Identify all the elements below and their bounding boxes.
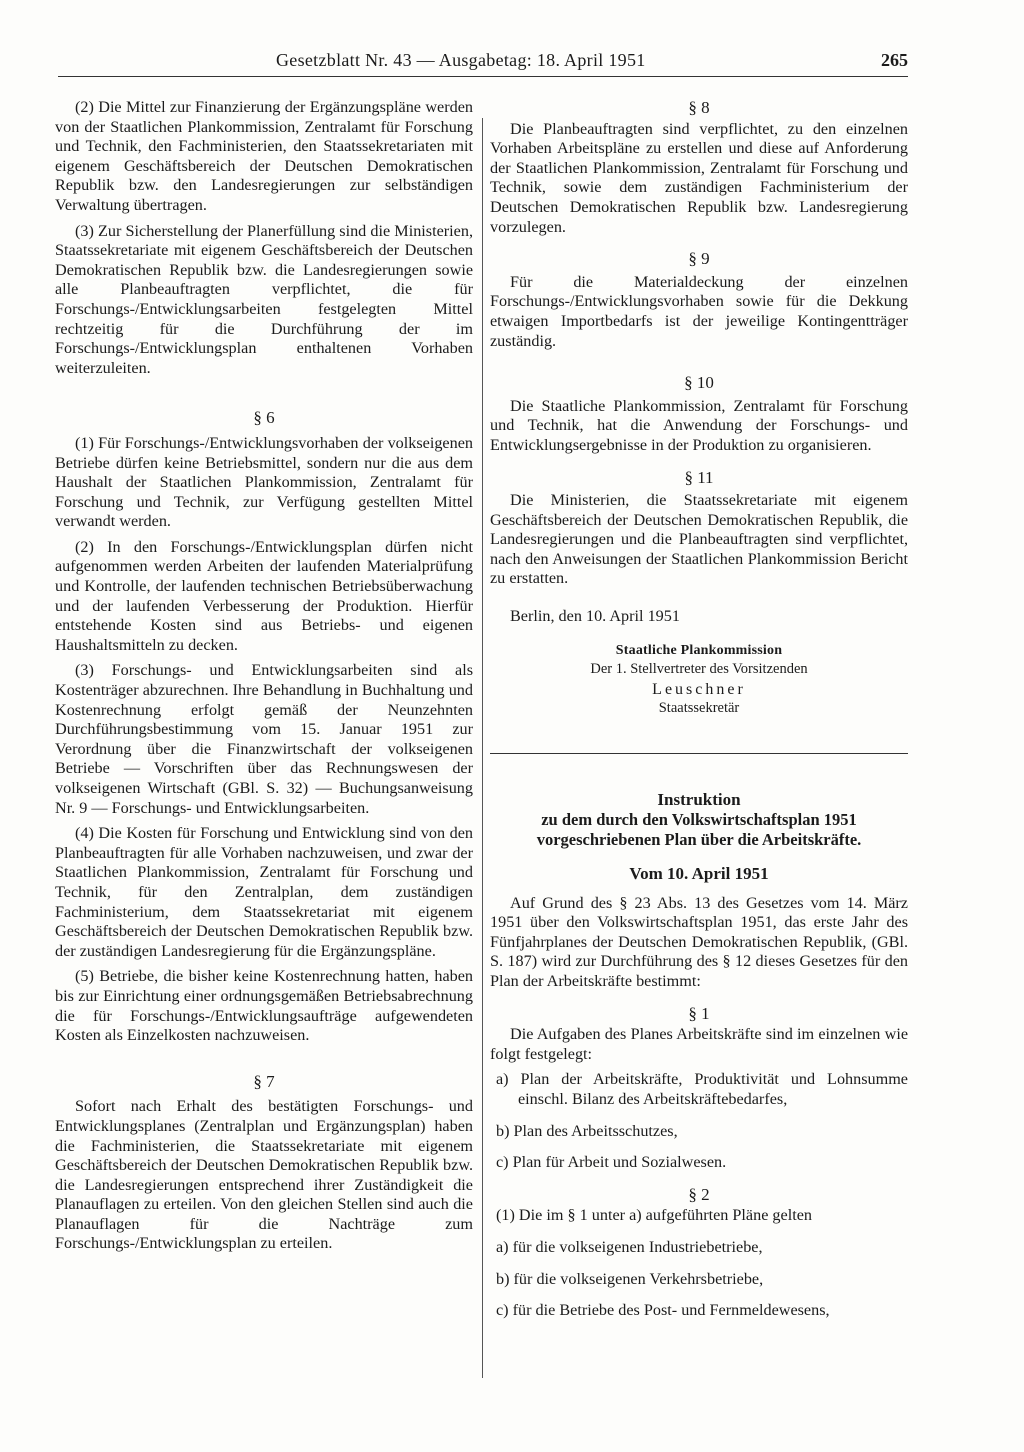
column-divider: [482, 118, 483, 1378]
section-heading-instr-1: § 1: [688, 1003, 710, 1023]
signature-block: [490, 641, 908, 719]
place-date: Berlin, den 10. April 1951: [510, 607, 680, 626]
instruction-heading: [490, 790, 908, 850]
header-title: Gesetzblatt Nr. 43 — Ausgabetag: 18. April 1951: [276, 50, 646, 70]
instruction-subtitle-line-1: zu dem durch den Volkswirtschaftsplan 1951: [541, 810, 857, 830]
section-separator: [490, 753, 908, 754]
list-item: a) Plan der Arbeitskräfte, Produktivität und Lohnsumme einschl. Bilanz des Arbeitskräftebedarfes,: [496, 1070, 908, 1108]
instruction-subtitle-line-2: vorgeschriebenen Plan über die Arbeitskräfte.: [536, 830, 862, 850]
paragraph-s6-5: (5) Betriebe, die bisher keine Kostenrechnung hatten, haben bis zur Einrichtung einer ordnungsgemäßen Betriebsabrechnung die für Forschungs-/Entwicklungsaufträge aufgewendeten Kosten als Einzelkosten nachzuweisen.: [55, 967, 473, 1045]
instruction-title: Instruktion: [657, 790, 741, 810]
paragraph-s5-3: (3) Zur Sicherstellung der Planerfüllung sind die Ministerien, Staatssekretariate mit eigenem Geschäftsbereich der Deutschen Demokratischen Republik bzw. die Landesregierungen sowie alle Planbeauftragten verpflichtet, die für Forschungs-/Entwicklungsarbeiten festgelegten Mittel rechtzeitig für die Durchführung der im Forschungs-/Entwicklungsplan enthaltenen Vorhaben weiterzuleiten.: [55, 221, 473, 377]
signature-title: Staatssekretär: [658, 700, 740, 717]
left-column: [55, 98, 473, 1254]
paragraph-instr-2: (1) Die im § 1 unter a) aufgeführten Pläne gelten: [496, 1206, 812, 1225]
section-heading-6: § 6: [253, 408, 275, 428]
paragraph-s6-4: (4) Die Kosten für Forschung und Entwicklung sind von den Planbeauftragten für alle Vorhaben nachzuweisen, und zwar der Staatlichen Plankommission, Zentralamt für Forschung und Technik, für den Zentralplan, dem zuständigen Fachministerium, dem Staatssekretariat mit eigenem Geschäftsbereich der Deutschen Demokratischen Republik bzw. der zuständigen Landesregierung für die Ergänzungspläne.: [55, 824, 473, 960]
signature-role: Der 1. Stellvertreter des Vorsitzenden: [590, 661, 808, 678]
section-heading-7: § 7: [253, 1071, 275, 1091]
paragraph-s11: Die Ministerien, die Staatssekretariate mit eigenem Geschäftsbereich der Deutschen Demokratischen Republik, die Landesregierungen und die Planbeauftragten sind verpflichtet, nach den Anweisungen der Staatlichen Plankommission Bericht zu erstatten.: [490, 491, 908, 588]
instruction-date: Vom 10. April 1951: [629, 864, 769, 884]
signature-organization: Staatliche Plankommission: [615, 642, 783, 658]
section-heading-instr-2: § 2: [688, 1184, 710, 1204]
paragraph-s6-3: (3) Forschungs- und Entwicklungsarbeiten sind als Kostenträger abzurechnen. Ihre Behandlung in Buchhaltung und Kostenrechnung erfolgt gemäß der Neunzehnten Durchführungsbestimmung vom 15. Januar 1951 zur Verordnung über die Finanzwirtschaft der volkseigenen Betriebe — Vorschriften über das Rechnungswesen der volkseigenen Wirtschaft (GBl. S. 32) — Buchungsanweisung Nr. 9 — Forschungs- und Entwicklungsarbeiten.: [55, 661, 473, 817]
paragraph-s6-1: (1) Für Forschungs-/Entwicklungsvorhaben der volkseigenen Betriebe dürfen keine Betriebsmittel, sondern nur die aus dem Haushalt der Staatlichen Plankommission, Zentralamt für Forschung und Technik, zur Verfügung gestellten Mittel verwandt werden.: [55, 433, 473, 531]
paragraph-s7: Sofort nach Erhalt des bestätigten Forschungs- und Entwicklungsplanes (Zentralplan und Ergänzungsplan) haben die Fachministerien, die Staatssekretariate mit eigenem Geschäftsbereich der Deutschen Demokratischen Republik bzw. die Landesregierungen entsprechend ihrer Zuständigkeit die Planauflagen zu erteilen. Von den gleichen Stellen sind auch die Planauflagen für die Nachträge zum Forschungs-/Entwicklungsplan zu erteilen.: [55, 1097, 473, 1253]
paragraph-intro: Auf Grund des § 23 Abs. 13 des Gesetzes vom 14. März 1951 über den Volkswirtschaftsplan 1951, das erste Jahr des Fünfjahrplanes der Deutschen Demokratischen Republik, (GBl. S. 187) wird zur Durchführung des § 12 dieses Gesetzes für den Plan der Arbeitskräfte bestimmt:: [490, 893, 908, 990]
list-item: b) Plan des Arbeitsschutzes,: [496, 1121, 678, 1140]
paragraph-s8: Die Planbeauftragten sind verpflichtet, zu den einzelnen Vorhaben Arbeitspläne zu erstellen und diese auf Anforderung der Staatlichen Plankommission, Zentralamt für Forschung und Technik, sowie dem zuständigen Fachministerium der Deutschen Demokratischen Republik bzw. Landesregierung vorzulegen.: [490, 119, 908, 236]
list-item: c) für die Betriebe des Post- und Fernmeldewesens,: [496, 1301, 830, 1320]
page-number: 265: [881, 50, 908, 70]
section-heading-11: § 11: [684, 467, 714, 487]
paragraph-s5-2: (2) Die Mittel zur Finanzierung der Ergänzungspläne werden von der Staatlichen Plankommission, Zentralamt für Forschung und Technik, den Fachministerien, den Staatssekretariaten mit eigenem Geschäftsbereich der Deutschen Demokratischen Republik bzw. den Landesregierungen zur selbständigen Verwaltung übertragen.: [55, 98, 473, 214]
section-heading-9: § 9: [688, 249, 710, 269]
list-item: c) Plan für Arbeit und Sozialwesen.: [496, 1153, 727, 1172]
paragraph-s10: Die Staatliche Plankommission, Zentralamt für Forschung und Technik, hat die Anwendung der Forschungs- und Entwicklungsergebnisse in der Produktion zu organisieren.: [490, 396, 908, 454]
list-item: b) für die volkseigenen Verkehrsbetriebe,: [496, 1269, 764, 1288]
signature-name: Leuschner: [652, 680, 746, 698]
section-heading-8: § 8: [688, 98, 710, 117]
paragraph-s9: Für die Materialdeckung der einzelnen Forschungs-/Entwicklungsvorhaben sowie für die Dekkung etwaigen Importbedarfs ist der jeweilige Kontingentträger zuständig.: [490, 272, 908, 350]
paragraph-s6-2: (2) In den Forschungs-/Entwicklungsplan dürfen nicht aufgenommen werden Arbeiten der laufenden Materialprüfung und Kontrolle, der laufenden technischen Betriebsüberwachung und der laufenden Verbesserung der Produktion. Hierfür entstehende Kosten sind aus Betriebs- und eigenen Haushaltsmitteln zu decken.: [55, 537, 473, 654]
section-heading-10: § 10: [684, 373, 714, 393]
right-column: [490, 98, 908, 1321]
paragraph-instr-1: Die Aufgaben des Planes Arbeitskräfte sind im einzelnen wie folgt festgelegt:: [490, 1025, 908, 1063]
page-header: [58, 50, 908, 77]
list-item: a) für die volkseigenen Industriebetriebe,: [496, 1237, 763, 1256]
